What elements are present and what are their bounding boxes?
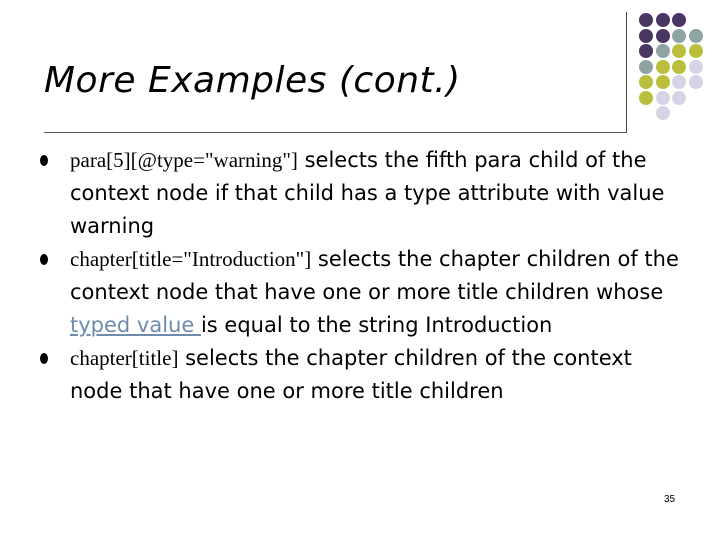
xpath-expression: para[5][@type="warning"]	[70, 148, 298, 172]
bullet-marker-icon	[40, 254, 48, 265]
bullet-item-chapter	[40, 342, 690, 408]
decorative-dot	[656, 75, 670, 89]
decorative-dot	[639, 29, 653, 43]
bullet-text: selects the chapter children of the context node that have one or more title children	[70, 346, 632, 403]
bullet-text-continued: is equal to the string Introduction	[200, 313, 553, 337]
decorative-dot	[672, 13, 686, 27]
bullet-text: selects the chapter children of the context node that have one or more title children whose	[70, 247, 679, 304]
decorative-dot	[656, 13, 670, 27]
horizontal-divider	[44, 132, 627, 133]
decorative-dot-grid	[639, 13, 703, 122]
bullet-item-para	[40, 144, 690, 243]
decorative-dot	[689, 29, 703, 43]
decorative-dot	[689, 60, 703, 74]
decorative-dot	[689, 75, 703, 89]
bullet-list	[40, 144, 690, 408]
decorative-dot	[672, 44, 686, 58]
decorative-dot	[689, 91, 703, 105]
decorative-dot	[689, 106, 703, 120]
decorative-dot	[656, 44, 670, 58]
decorative-dot	[639, 106, 653, 120]
typed-value-link[interactable]: typed value	[70, 313, 201, 337]
decorative-dot	[656, 60, 670, 74]
xpath-expression: chapter[title]	[70, 346, 179, 370]
decorative-dot	[639, 13, 653, 27]
decorative-dot	[656, 91, 670, 105]
decorative-dot	[672, 29, 686, 43]
vertical-divider	[626, 12, 627, 132]
decorative-dot	[656, 106, 670, 120]
decorative-dot	[672, 106, 686, 120]
decorative-dot	[672, 60, 686, 74]
bullet-text: selects the fifth para child of the context node if that child has a type attribute with value warning	[70, 148, 665, 238]
decorative-dot	[689, 13, 703, 27]
decorative-dot	[672, 75, 686, 89]
bullet-item-chapter-title	[40, 243, 690, 342]
decorative-dot	[656, 29, 670, 43]
decorative-dot	[689, 44, 703, 58]
bullet-marker-icon	[40, 155, 48, 166]
decorative-dot	[639, 75, 653, 89]
slide-title: More Examples (cont.)	[44, 60, 461, 101]
decorative-dot	[672, 91, 686, 105]
xpath-expression: chapter[title="Introduction"]	[70, 247, 312, 271]
page-number: 35	[664, 494, 676, 505]
decorative-dot	[639, 60, 653, 74]
decorative-dot	[639, 44, 653, 58]
bullet-marker-icon	[40, 353, 48, 364]
decorative-dot	[639, 91, 653, 105]
